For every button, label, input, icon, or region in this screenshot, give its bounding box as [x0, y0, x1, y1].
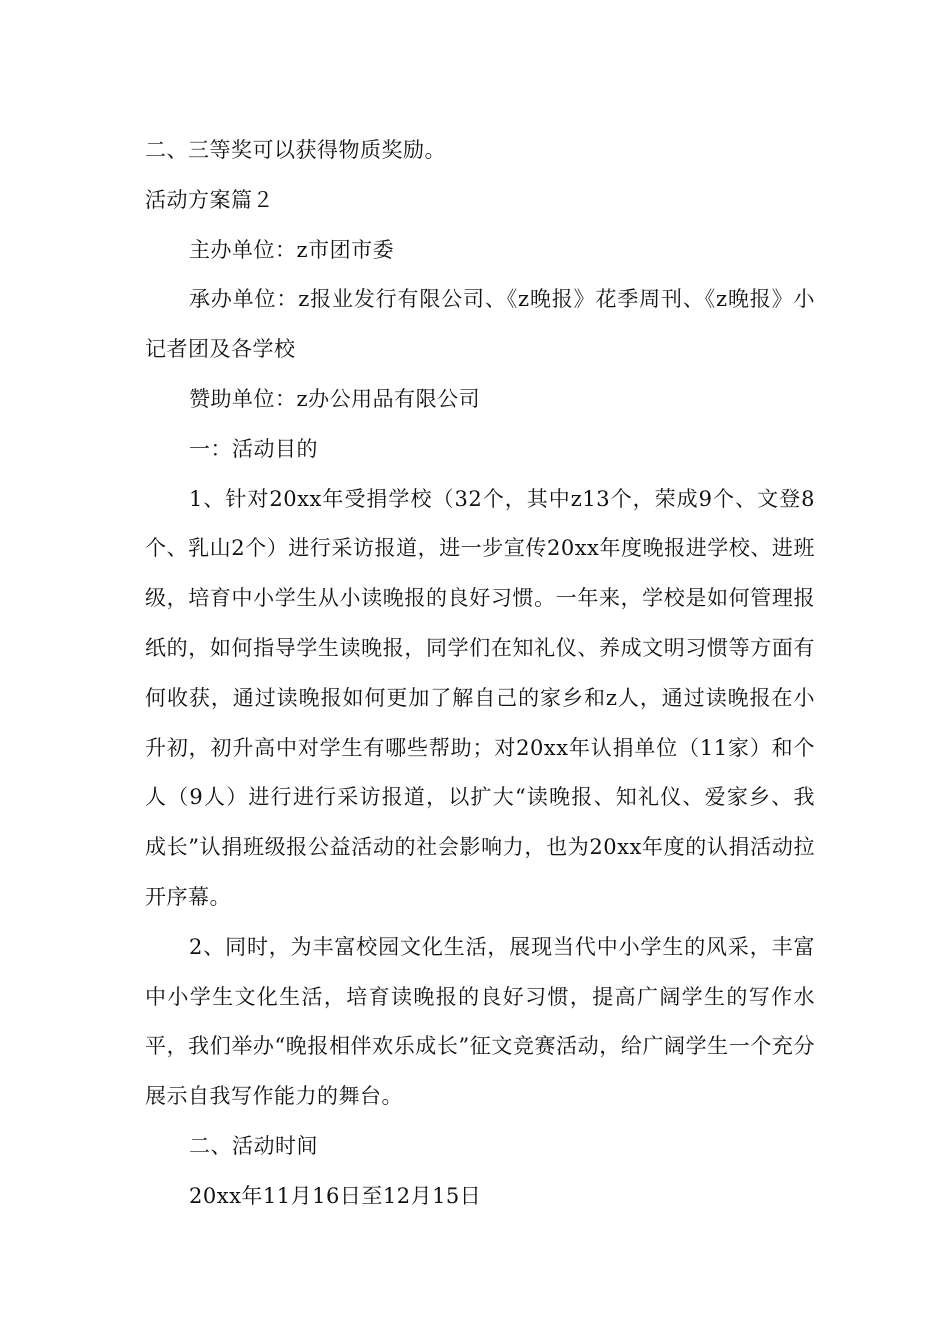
sponsor-line: 赞助单位：z办公用品有限公司	[189, 386, 481, 411]
purpose-paragraph-2: 2、同时，为丰富校园文化生活，展现当代中小学生的风采，丰富中小学生文化生活，培育读晚报的良好习惯，提高广阔学生的写作水平，我们举办“晚报相伴欢乐成长”征文竞赛活动，给广阔学生一个充分展示自我写作能力的舞台。	[145, 934, 815, 1109]
undertaker-paragraph: 承办单位：z报业发行有限公司、《z晚报》花季周刊、《z晚报》小记者团及各学校	[145, 287, 815, 362]
section-title: 活动方案篇２	[145, 187, 274, 212]
document-body	[145, 126, 815, 1222]
purpose-paragraph-1: 1、针对20xx年受捐学校（32个，其中z13个，荣成9个、文登8个、乳山2个）进行采访报道，进一步宣传20xx年度晚报进学校、进班级，培育中小学生从小读晚报的良好习惯。一年来，学校是如何管理报纸的，如何指导学生读晚报，同学们在知礼仪、养成文明习惯等方面有何收获，通过读晚报如何更加了解自己的家乡和z人，通过读晚报在小升初，初升高中对学生有哪些帮助；对20xx年认捐单位（11家）和个人（9人）进行进行采访报道，以扩大“读晚报、知礼仪、爱家乡、我成长”认捐班级报公益活动的社会影响力，也为20xx年度的认捐活动拉开序幕。	[145, 486, 815, 909]
organizer-line: 主办单位：z市团市委	[189, 237, 395, 262]
heading-time: 二、活动时间	[189, 1133, 318, 1158]
prize-line: 二、三等奖可以获得物质奖励。	[145, 138, 446, 162]
heading-purpose: 一：活动目的	[189, 436, 318, 461]
time-value: 20xx年11月16日至12月15日	[189, 1183, 482, 1208]
